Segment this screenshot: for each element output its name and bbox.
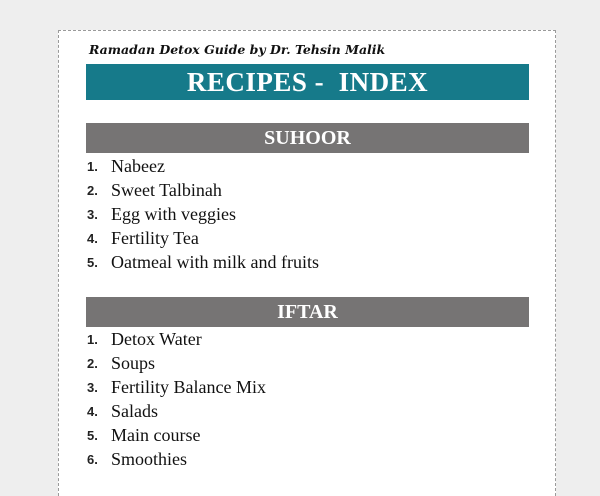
item-number: 2.	[87, 355, 98, 371]
title-banner	[86, 64, 529, 100]
list-item	[87, 399, 266, 423]
item-number: 4.	[87, 230, 98, 246]
suhoor-list	[87, 154, 319, 274]
section-heading-iftar	[86, 297, 529, 327]
list-item	[87, 375, 266, 399]
item-label: Sweet Talbinah	[111, 179, 222, 200]
item-number: 1.	[87, 331, 98, 347]
item-number: 4.	[87, 403, 98, 419]
item-number: 1.	[87, 158, 98, 174]
list-item	[87, 351, 266, 375]
section-heading-suhoor	[86, 123, 529, 153]
item-number: 6.	[87, 451, 98, 467]
item-number: 3.	[87, 379, 98, 395]
item-number: 5.	[87, 254, 98, 270]
guide-header: Ramadan Detox Guide by Dr. Tehsin Malik	[89, 42, 386, 57]
item-label: Nabeez	[111, 155, 165, 176]
item-label: Salads	[111, 400, 158, 421]
section-title: IFTAR	[277, 300, 338, 323]
item-label: Egg with veggies	[111, 203, 236, 224]
item-number: 5.	[87, 427, 98, 443]
document-page	[58, 30, 556, 496]
item-label: Main course	[111, 424, 201, 445]
item-label: Fertility Balance Mix	[111, 376, 266, 397]
list-item	[87, 423, 266, 447]
page-title: RECIPES - INDEX	[186, 66, 429, 97]
item-label: Fertility Tea	[111, 227, 199, 248]
list-item	[87, 178, 319, 202]
list-item	[87, 250, 319, 274]
list-item	[87, 327, 266, 351]
section-title: SUHOOR	[264, 126, 351, 149]
item-number: 2.	[87, 182, 98, 198]
list-item	[87, 226, 319, 250]
list-item	[87, 447, 266, 471]
list-item	[87, 202, 319, 226]
item-label: Soups	[111, 352, 156, 373]
item-number: 3.	[87, 206, 98, 222]
list-item	[87, 154, 319, 178]
item-label: Smoothies	[111, 448, 188, 469]
item-label: Oatmeal with milk and fruits	[111, 251, 319, 272]
item-label: Detox Water	[111, 328, 202, 349]
iftar-list	[87, 327, 266, 471]
